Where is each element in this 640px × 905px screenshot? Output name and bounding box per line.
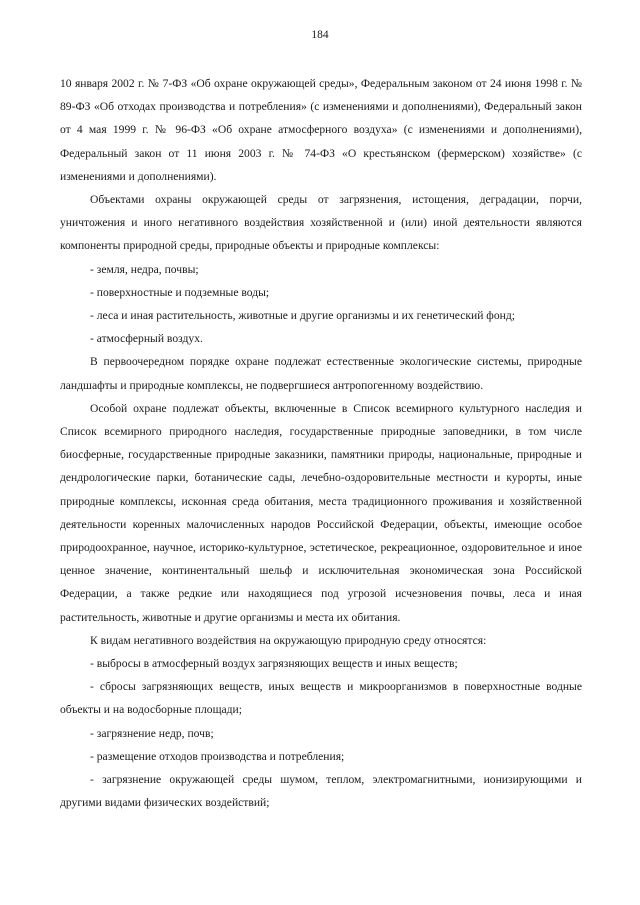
paragraph-protection-objects: Объектами охраны окружающей среды от загрязнения, истощения, деградации, порчи, уничтожения и иного негативного воздействия хозяйственной и (или) иной деятельности являются компоненты природной среды, природные объекты и природные комплексы:: [60, 193, 582, 253]
paragraph-special-protection: Особой охране подлежат объекты, включенные в Список всемирного культурного наследия и Список всемирного природного наследия, государственные природные заповедники, в том числе биосферные, государственные природные заказники, памятники природы, национальные, природные и дендрологические парки, ботанические сады, лечебно-оздоровительные местности и курорты, иные природные комплексы, исконная среда обитания, места традиционного проживания и хозяйственной деятельности коренных малочисленных народов Российской Федерации, объекты, имеющие особое природоохранное, научное, историко-культурное, эстетическое, рекреационное, оздоровительное и иное ценное значение, континентальный шельф и исключительная экономическая зона Российской Федерации, а также редкие или находящиеся под угрозой исчезновения почвы, леса и иная растительность, животные и другие организмы и места их обитания.: [60, 401, 582, 624]
list-item-water: - поверхностные и подземные воды;: [90, 285, 270, 299]
list-item-soil-pollution: - загрязнение недр, почв;: [90, 726, 214, 740]
list-item-physical-impacts: - загрязнение окружающей среды шумом, теплом, электромагнитными, ионизирующими и другими видами физических воздействий;: [60, 773, 582, 810]
list-item-waste-disposal: - размещение отходов производства и потребления;: [90, 749, 345, 763]
paragraph-laws-list: 10 января 2002 г. № 7-ФЗ «Об охране окружающей среды», Федеральным законом от 24 июня 1998 г. № 89-ФЗ «Об отходах производства и потребления» (с изменениями и дополнениями), Федеральный закон от 4 мая 1999 г. № 96-ФЗ «Об охране атмосферного воздуха» (с изменениями и дополнениями), Федеральный закон от 11 июня 2003 г. № 74-ФЗ «О крестьянском (фермерском) хозяйстве» (с изменениями и дополнениями).: [60, 77, 582, 183]
list-item-air-emissions: - выбросы в атмосферный воздух загрязняющих веществ и иных веществ;: [90, 657, 458, 671]
paragraph-negative-impact-types: К видам негативного воздействия на окружающую природную среду относятся:: [90, 633, 487, 647]
list-item-water-discharges: - сбросы загрязняющих веществ, иных веществ и микроорганизмов в поверхностные водные объекты и на водосборные площади;: [60, 680, 582, 717]
list-item-land: - земля, недра, почвы;: [90, 262, 199, 276]
list-item-air: - атмосферный воздух.: [90, 332, 203, 346]
page-number: 184: [311, 29, 329, 41]
page-body: [60, 72, 582, 815]
list-item-forests: - леса и иная растительность, животные и другие организмы и их генетический фонд;: [90, 309, 515, 323]
paragraph-priority-protection: В первоочередном порядке охране подлежат естественные экологические системы, природные ландшафты и природные комплексы, не подвергшиеся антропогенному воздействию.: [60, 355, 582, 392]
